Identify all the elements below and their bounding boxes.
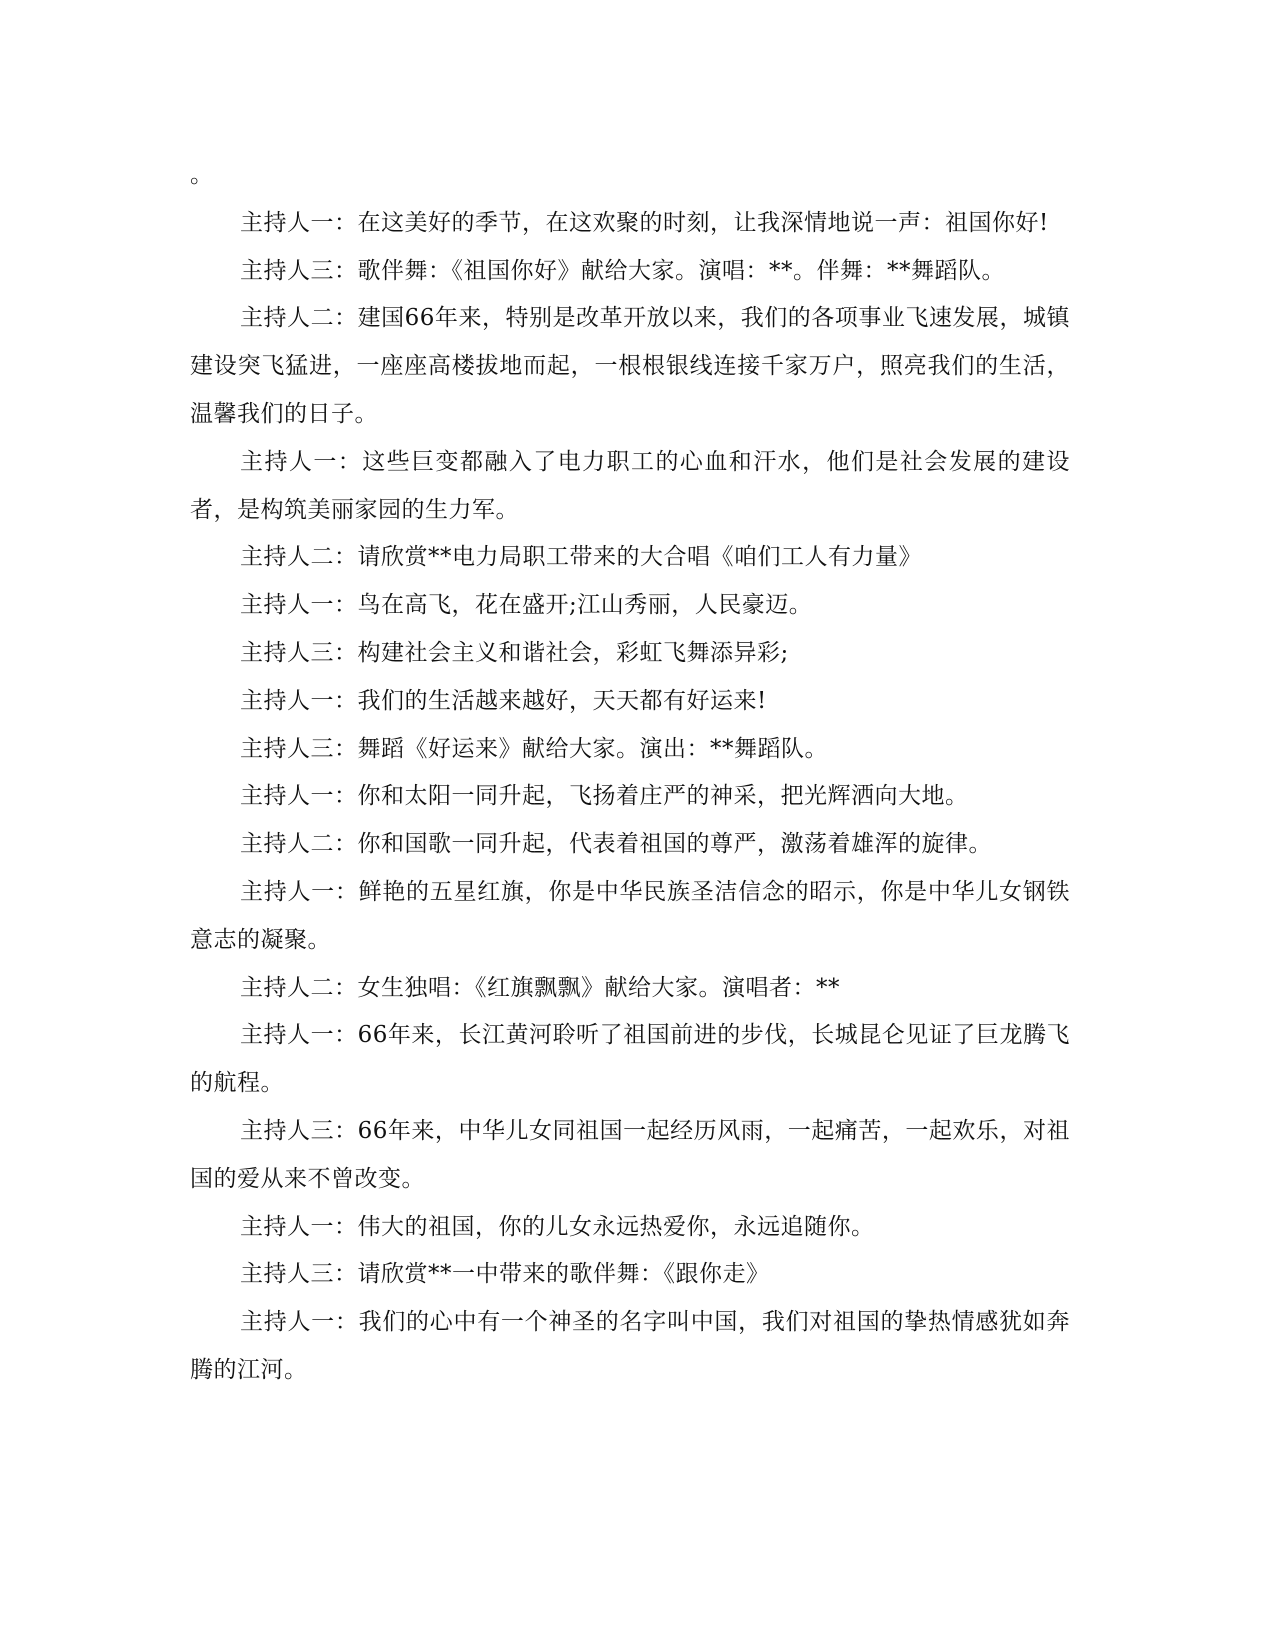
paragraph: 主持人一：我们的心中有一个神圣的名字叫中国，我们对祖国的挚热情感犹如奔腾的江河。 <box>190 1309 1070 1383</box>
paragraph: 主持人三：舞蹈《好运来》献给大家。演出：**舞蹈队。 <box>240 735 828 762</box>
paragraph: 主持人一：66年来，长江黄河聆听了祖国前进的步伐，长城昆仑见证了巨龙腾飞的航程。 <box>190 1022 1070 1097</box>
paragraph: 主持人一：在这美好的季节，在这欢聚的时刻，让我深情地说一声：祖国你好! <box>240 209 1049 236</box>
paragraph: 主持人三：请欣赏**一中带来的歌伴舞：《跟你走》 <box>240 1261 770 1288</box>
paragraph: 主持人三：66年来，中华儿女同祖国一起经历风雨，一起痛苦，一起欢乐，对祖国的爱从来不曾改变。 <box>190 1117 1070 1192</box>
paragraph: 主持人三：构建社会主义和谐社会，彩虹飞舞添异彩; <box>240 639 789 666</box>
paragraph: 主持人一：鲜艳的五星红旗，你是中华民族圣洁信念的昭示，你是中华儿女钢铁意志的凝聚。 <box>190 878 1070 953</box>
paragraph: 主持人二：女生独唱：《红旗飘飘》献给大家。演唱者：** <box>240 974 840 1001</box>
paragraph: 主持人二：你和国歌一同升起，代表着祖国的尊严，激荡着雄浑的旋律。 <box>240 831 992 858</box>
paragraph: 主持人一：你和太阳一同升起，飞扬着庄严的神采，把光辉洒向大地。 <box>240 783 969 810</box>
paragraph: 主持人一：鸟在高飞，花在盛开;江山秀丽，人民豪迈。 <box>240 592 813 619</box>
paragraph: 主持人二：请欣赏**电力局职工带来的大合唱《咱们工人有力量》 <box>240 544 922 571</box>
paragraph: 。 <box>190 162 214 188</box>
paragraph: 主持人一：伟大的祖国，你的儿女永远热爱你，永远追随你。 <box>240 1213 875 1240</box>
paragraph: 主持人二：建国66年来，特别是改革开放以来，我们的各项事业飞速发展，城镇建设突飞猛进，一座座高楼拔地而起，一根根银线连接千家万户，照亮我们的生活，温馨我们的日子。 <box>190 305 1070 427</box>
paragraph: 主持人三：歌伴舞：《祖国你好》献给大家。演唱：**。伴舞：**舞蹈队。 <box>240 257 1005 284</box>
paragraph: 主持人一：我们的生活越来越好，天天都有好运来! <box>240 687 767 714</box>
document-body <box>190 152 1070 1395</box>
paragraph: 主持人一：这些巨变都融入了电力职工的心血和汗水，他们是社会发展的建设者，是构筑美丽家园的生力军。 <box>190 448 1070 523</box>
